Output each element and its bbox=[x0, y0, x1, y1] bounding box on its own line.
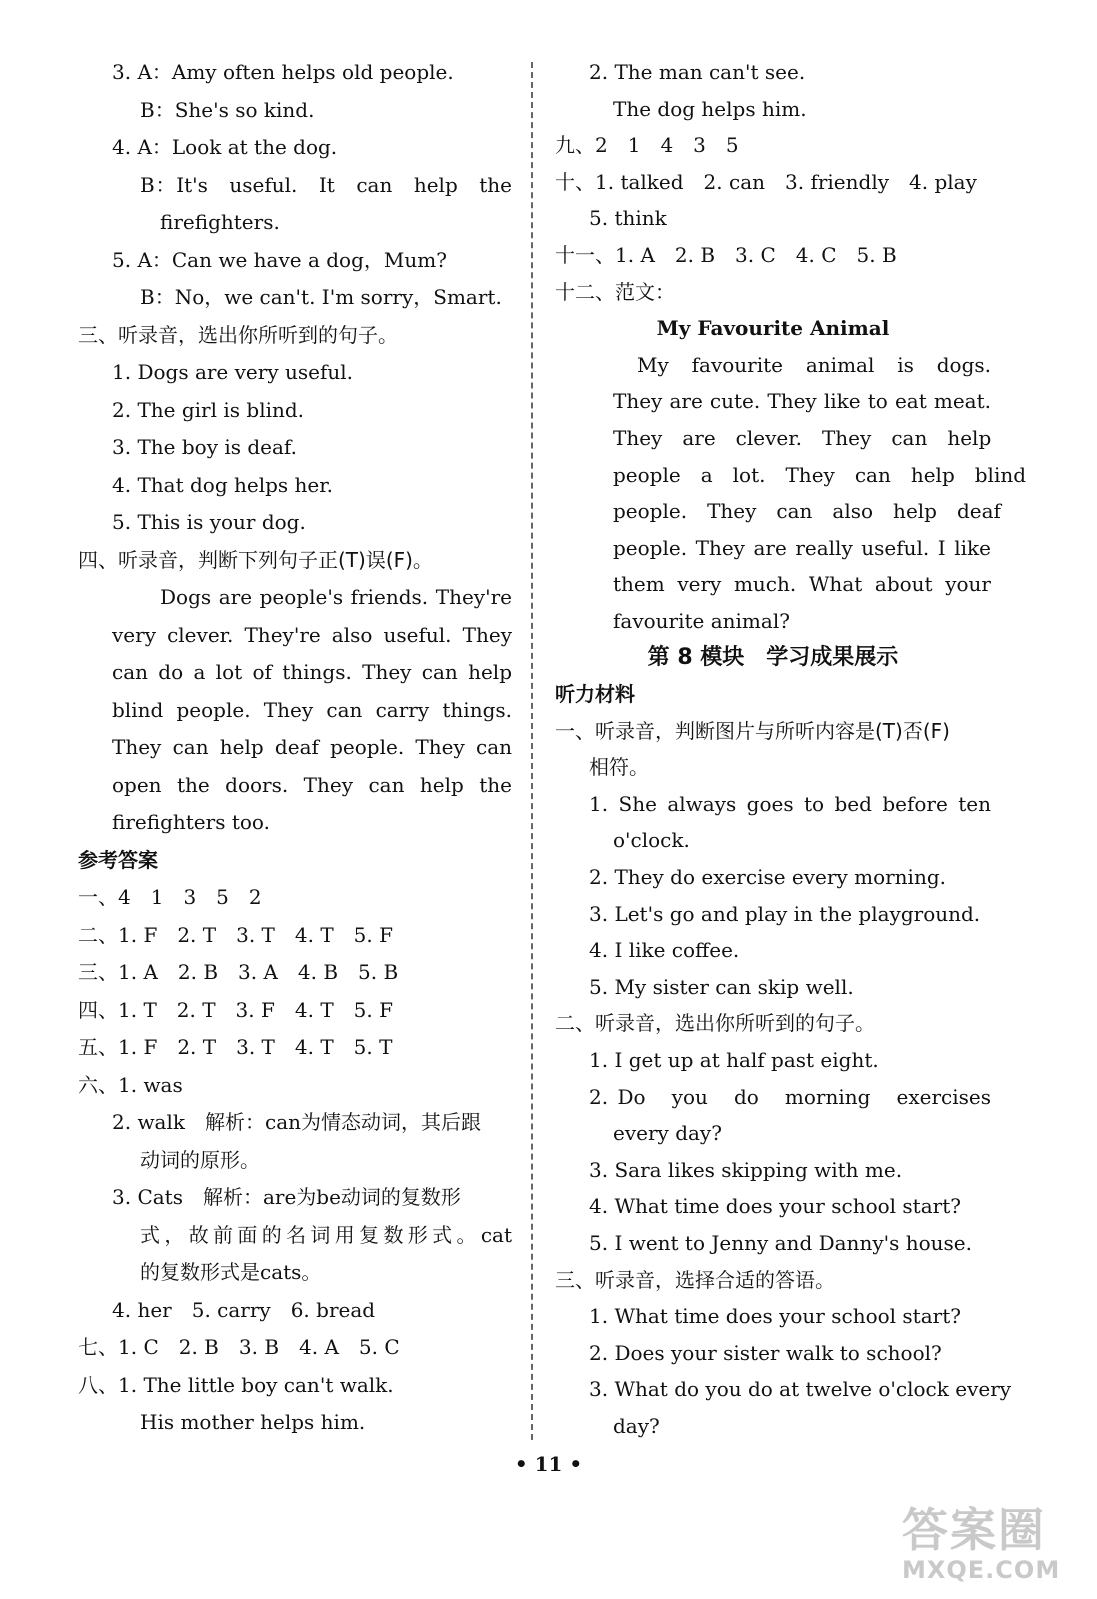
right-text-line: 1. What time does your school start? bbox=[589, 1304, 961, 1329]
right-text-line: 第 8 模块 学习成果展示 bbox=[647, 644, 899, 670]
left-text-line: His mother helps him. bbox=[140, 1410, 366, 1434]
right-text-line: 二、听录音，选出你所听到的句子。 bbox=[555, 1011, 875, 1036]
right-text-line: them very much. What about your bbox=[613, 572, 991, 597]
left-text-line: B：It's useful. It can help the bbox=[140, 172, 512, 197]
left-text-line: 5. This is your dog. bbox=[112, 510, 306, 534]
right-text-line: 3. What do you do at twelve o'clock every bbox=[589, 1377, 1012, 1402]
left-text-line: They can help deaf people. They can bbox=[112, 735, 512, 759]
left-text-line: 三、听录音，选出你所听到的句子。 bbox=[78, 322, 398, 347]
left-text-line: open the doors. They can help the bbox=[112, 772, 512, 797]
right-column bbox=[555, 54, 1027, 1445]
left-text-line: 四、听录音，判断下列句子正(T)误(F)。 bbox=[78, 547, 433, 572]
right-text-line: 2. They do exercise every morning. bbox=[589, 865, 946, 890]
right-text-line: 2. The man can't see. bbox=[589, 60, 806, 84]
left-text-line: 二、1. F 2. T 3. T 4. T 5. F bbox=[78, 922, 393, 947]
right-text-line: people a lot. They can help blind bbox=[613, 462, 1027, 487]
right-text-line: They are cute. They like to eat meat. bbox=[613, 389, 991, 414]
left-text-line: 式，故前面的名词用复数形式。cat bbox=[140, 1222, 512, 1247]
right-text-line: My Favourite Animal bbox=[656, 316, 890, 341]
left-text-line: firefighters too. bbox=[112, 810, 270, 834]
left-text-line: 动词的原形。 bbox=[140, 1147, 260, 1172]
right-text-line: 4. I like coffee. bbox=[589, 938, 740, 963]
right-text-line: favourite animal? bbox=[613, 608, 790, 633]
right-text-line: 5. think bbox=[589, 206, 667, 231]
left-text-line: 4. A：Look at the dog. bbox=[112, 135, 338, 159]
left-text-line: 八、1. The little boy can't walk. bbox=[78, 1372, 394, 1397]
left-text-line: 3. The boy is deaf. bbox=[112, 435, 297, 459]
right-text-line: 1. She always goes to bed before ten bbox=[589, 791, 991, 816]
right-text-line: 十二、范文： bbox=[555, 279, 675, 304]
left-text-line: can do a lot of things. They can help bbox=[112, 660, 512, 684]
left-column bbox=[78, 54, 512, 1442]
right-text-line: They are clever. They can help bbox=[613, 425, 992, 450]
right-text-line: The dog helps him. bbox=[613, 96, 807, 121]
right-text-line: 十、1. talked 2. can 3. friendly 4. play bbox=[555, 169, 977, 194]
right-text-line: 三、听录音，选择合适的答语。 bbox=[555, 1267, 835, 1292]
right-text-line: 一、听录音，判断图片与所听内容是(T)否(F) bbox=[555, 718, 950, 743]
right-text-line: 5. My sister can skip well. bbox=[589, 974, 854, 999]
right-text-line: 3. Let's go and play in the playground. bbox=[589, 901, 981, 926]
left-text-line: 一、4 1 3 5 2 bbox=[78, 885, 262, 909]
left-text-line: very clever. They're also useful. They bbox=[112, 622, 512, 647]
left-text-line: 3. A：Amy often helps old people. bbox=[112, 60, 454, 84]
right-text-line: My favourite animal is dogs. bbox=[637, 352, 991, 377]
right-text-line: 4. What time does your school start? bbox=[589, 1194, 961, 1219]
left-text-line: 的复数形式是cats。 bbox=[140, 1260, 322, 1284]
watermark-logo bbox=[902, 1505, 1088, 1595]
right-text-line: every day? bbox=[613, 1121, 722, 1146]
right-text-line: people. They are really useful. I like bbox=[613, 535, 991, 560]
page-number: • 11 • bbox=[514, 1452, 583, 1476]
right-text-line: 九、2 1 4 3 5 bbox=[555, 133, 739, 158]
left-text-line: B：She's so kind. bbox=[140, 97, 315, 122]
left-text-line: firefighters. bbox=[160, 210, 280, 234]
watermark-text: 答案圈 bbox=[902, 1503, 1046, 1557]
left-text-line: 六、1. was bbox=[78, 1072, 183, 1097]
right-text-line: 5. I went to Jenny and Danny's house. bbox=[589, 1231, 972, 1255]
right-text-line: 相符。 bbox=[589, 755, 649, 780]
left-text-line: 四、1. T 2. T 3. F 4. T 5. F bbox=[78, 997, 393, 1022]
left-text-line: 4. her 5. carry 6. bread bbox=[112, 1297, 376, 1322]
left-text-line: 七、1. C 2. B 3. B 4. A 5. C bbox=[78, 1335, 400, 1359]
right-text-line: 十一、1. A 2. B 3. C 4. C 5. B bbox=[555, 242, 897, 267]
left-text-line: 三、1. A 2. B 3. A 4. B 5. B bbox=[78, 960, 399, 984]
left-text-line: 5. A：Can we have a dog，Mum? bbox=[112, 247, 447, 272]
left-text-line: 3. Cats 解析：are为be动词的复数形 bbox=[112, 1185, 461, 1209]
left-text-line: 参考答案 bbox=[78, 847, 158, 872]
left-text-line: B：No，we can't. I'm sorry，Smart. bbox=[140, 285, 502, 309]
right-text-line: day? bbox=[613, 1413, 660, 1438]
right-text-line: people. They can also help deaf bbox=[613, 499, 1001, 524]
left-text-line: blind people. They can carry things. bbox=[112, 697, 512, 722]
left-text-line: 1. Dogs are very useful. bbox=[112, 360, 353, 384]
right-text-line: 听力材料 bbox=[555, 682, 635, 707]
left-text-line: Dogs are people's friends. They're bbox=[160, 585, 512, 609]
left-text-line: 五、1. F 2. T 3. T 4. T 5. T bbox=[78, 1035, 393, 1059]
left-text-line: 2. walk 解析：can为情态动词，其后跟 bbox=[112, 1110, 482, 1134]
right-text-line: 1. I get up at half past eight. bbox=[589, 1048, 879, 1073]
left-text-line: 2. The girl is blind. bbox=[112, 397, 305, 422]
watermark-url: MXQE.COM bbox=[902, 1556, 1061, 1584]
right-text-line: o'clock. bbox=[613, 828, 690, 853]
right-text-line: 2. Do you do morning exercises bbox=[589, 1084, 991, 1109]
column-divider bbox=[531, 62, 533, 1440]
right-text-line: 2. Does your sister walk to school? bbox=[589, 1340, 942, 1365]
right-text-line: 3. Sara likes skipping with me. bbox=[589, 1157, 903, 1182]
left-text-line: 4. That dog helps her. bbox=[112, 472, 333, 497]
